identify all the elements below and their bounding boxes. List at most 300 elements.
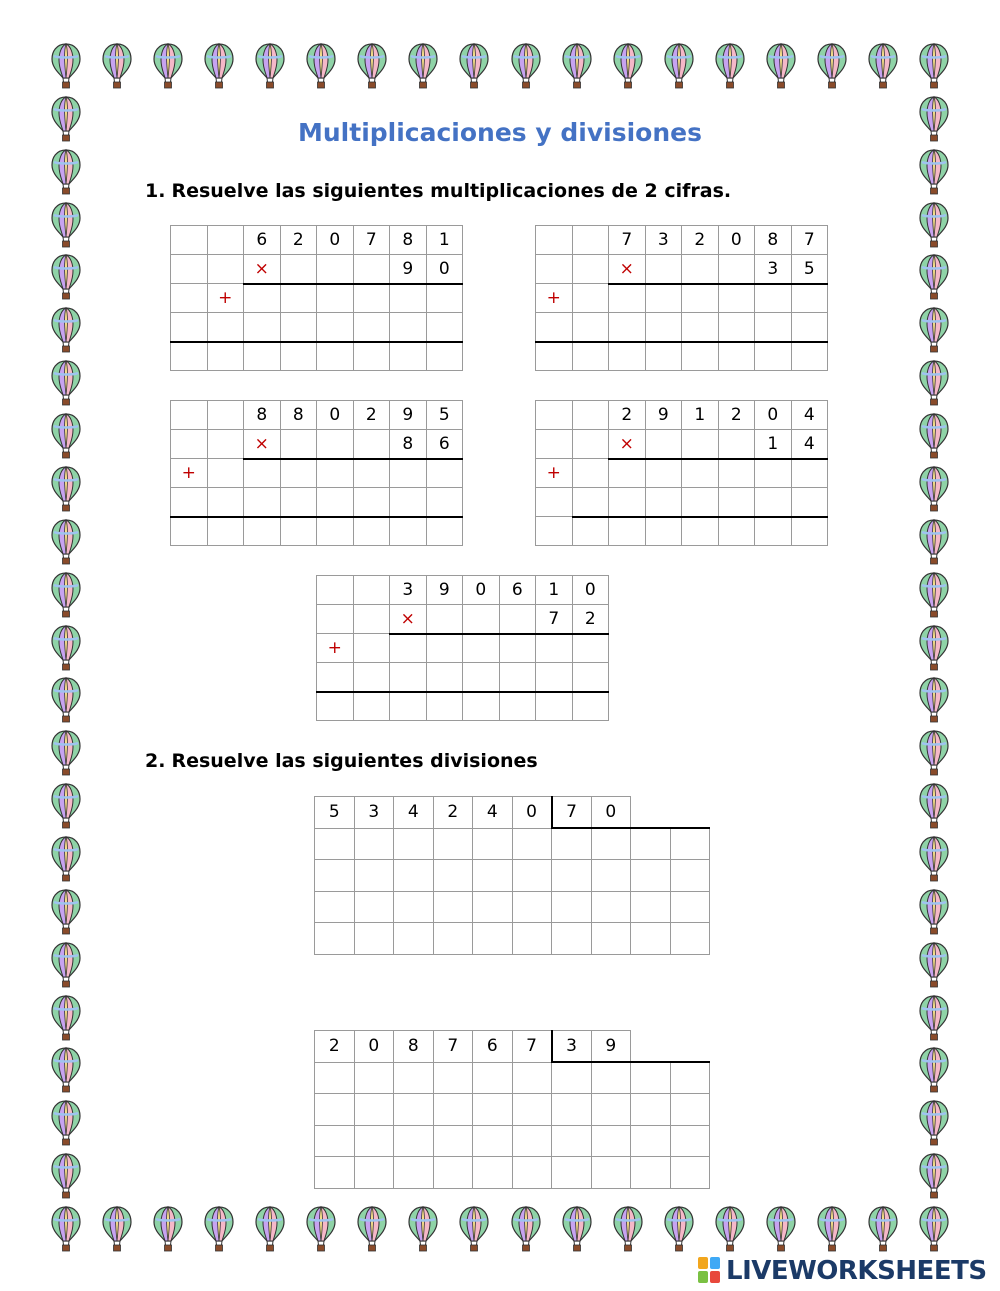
div-1-row-2: [315, 828, 710, 860]
grid-cell: [473, 828, 513, 860]
multiplicand-digit: 0: [718, 226, 755, 255]
grid-cell: [572, 342, 609, 371]
grid-cell: [791, 284, 828, 313]
hot-air-balloon-icon: [50, 359, 82, 407]
multiplicand-digit: 9: [390, 401, 427, 430]
mult-1-row-3: [171, 284, 463, 313]
grid-cell: [426, 692, 463, 721]
mult-3-row-5: [171, 517, 463, 546]
grid-cell: [572, 284, 609, 313]
grid-cell: [171, 313, 208, 342]
grid-cell: [682, 342, 719, 371]
grid-cell: [755, 313, 792, 342]
grid-cell: [390, 342, 427, 371]
multiplier-digit: 0: [426, 255, 463, 284]
times-sign: ×: [244, 255, 281, 284]
grid-cell: [390, 488, 427, 517]
grid-cell: [353, 430, 390, 459]
grid-cell: [353, 576, 390, 605]
dividend-digit: 7: [433, 1031, 473, 1063]
multiplication-grid-4: [535, 400, 828, 546]
grid-cell: [317, 342, 354, 371]
hot-air-balloon-icon: [765, 1205, 797, 1253]
multiplicand-digit: 2: [718, 401, 755, 430]
grid-cell: [317, 284, 354, 313]
grid-cell: [572, 488, 609, 517]
grid-cell: [353, 313, 390, 342]
grid-cell: [394, 860, 434, 892]
grid-cell: [670, 1062, 710, 1094]
grid-cell: [244, 488, 281, 517]
hot-air-balloon-icon: [918, 465, 950, 513]
grid-cell: [315, 1125, 355, 1157]
grid-cell: [645, 342, 682, 371]
grid-cell: [315, 1062, 355, 1094]
div-2-row-5: [315, 1157, 710, 1189]
grid-cell: [645, 517, 682, 546]
grid-cell: [536, 430, 573, 459]
section-2-number: 2.: [145, 750, 166, 772]
grid-cell: [552, 1062, 592, 1094]
multiplication-grid-1: [170, 225, 463, 371]
hot-air-balloon-icon: [50, 994, 82, 1042]
hot-air-balloon-icon: [305, 1205, 337, 1253]
times-sign: ×: [609, 430, 646, 459]
grid-cell: [631, 891, 671, 923]
hot-air-balloon-icon: [918, 994, 950, 1042]
hot-air-balloon-icon: [612, 1205, 644, 1253]
mult-2-row-5: [536, 342, 828, 371]
grid-cell: [317, 459, 354, 488]
dividend-digit: 2: [315, 1031, 355, 1063]
grid-cell: [433, 1157, 473, 1189]
mult-5-row-1: [317, 576, 609, 605]
hot-air-balloon-icon: [918, 1152, 950, 1200]
divisor-digit: 9: [591, 1031, 631, 1063]
hot-air-balloon-icon: [510, 42, 542, 90]
grid-cell: [353, 488, 390, 517]
multiplier-digit: 4: [791, 430, 828, 459]
grid-cell: [631, 923, 671, 955]
grid-cell: [473, 860, 513, 892]
hot-air-balloon-icon: [918, 624, 950, 672]
grid-cell: [645, 255, 682, 284]
mult-2-row-4: [536, 313, 828, 342]
grid-cell: [682, 488, 719, 517]
hot-air-balloon-icon: [918, 253, 950, 301]
hot-air-balloon-icon: [101, 1205, 133, 1253]
grid-cell: [512, 1125, 552, 1157]
grid-cell: [280, 459, 317, 488]
grid-cell: [394, 891, 434, 923]
section-1-heading: [145, 180, 731, 202]
grid-cell: [791, 459, 828, 488]
grid-cell: [670, 1031, 710, 1063]
grid-cell: [354, 828, 394, 860]
grid-cell: [552, 923, 592, 955]
dividend-digit: 0: [512, 797, 552, 829]
grid-cell: [353, 692, 390, 721]
grid-cell: [536, 342, 573, 371]
grid-cell: [572, 663, 609, 692]
hot-air-balloon-icon: [50, 1099, 82, 1147]
hot-air-balloon-icon: [50, 1152, 82, 1200]
grid-cell: [591, 891, 631, 923]
grid-cell: [552, 1125, 592, 1157]
times-sign: ×: [609, 255, 646, 284]
grid-cell: [317, 517, 354, 546]
grid-cell: [512, 828, 552, 860]
grid-cell: [755, 284, 792, 313]
multiplicand-digit: 9: [426, 576, 463, 605]
grid-cell: [353, 284, 390, 313]
grid-cell: [670, 1125, 710, 1157]
grid-cell: [426, 488, 463, 517]
mult-3-row-2: [171, 430, 463, 459]
hot-air-balloon-icon: [867, 1205, 899, 1253]
hot-air-balloon-icon: [458, 1205, 490, 1253]
grid-cell: [317, 430, 354, 459]
hot-air-balloon-icon: [918, 359, 950, 407]
grid-cell: [609, 459, 646, 488]
multiplier-digit: 2: [572, 605, 609, 634]
hot-air-balloon-icon: [50, 835, 82, 883]
grid-cell: [171, 284, 208, 313]
grid-cell: [244, 517, 281, 546]
plus-sign: +: [536, 284, 573, 313]
grid-cell: [670, 797, 710, 829]
grid-cell: [315, 828, 355, 860]
grid-cell: [591, 1094, 631, 1126]
grid-cell: [473, 1062, 513, 1094]
grid-cell: [354, 1062, 394, 1094]
multiplicand-digit: 3: [645, 226, 682, 255]
grid-cell: [390, 284, 427, 313]
grid-cell: [609, 517, 646, 546]
multiplicand-digit: 8: [390, 226, 427, 255]
mult-1-row-4: [171, 313, 463, 342]
grid-cell: [755, 517, 792, 546]
hot-air-balloon-icon: [50, 888, 82, 936]
grid-cell: [631, 860, 671, 892]
grid-cell: [280, 517, 317, 546]
grid-cell: [755, 459, 792, 488]
divisor-digit: 0: [591, 797, 631, 829]
hot-air-balloon-icon: [918, 782, 950, 830]
grid-cell: [353, 517, 390, 546]
hot-air-balloon-icon: [918, 888, 950, 936]
grid-cell: [473, 1157, 513, 1189]
hot-air-balloon-icon: [203, 42, 235, 90]
hot-air-balloon-icon: [918, 306, 950, 354]
multiplicand-digit: 0: [755, 401, 792, 430]
grid-cell: [791, 342, 828, 371]
grid-cell: [433, 1094, 473, 1126]
mult-3-row-4: [171, 488, 463, 517]
multiplier-digit: 8: [390, 430, 427, 459]
grid-cell: [426, 663, 463, 692]
grid-cell: [572, 313, 609, 342]
grid-cell: [670, 1157, 710, 1189]
grid-cell: [394, 1157, 434, 1189]
grid-cell: [473, 1094, 513, 1126]
multiplier-digit: 5: [791, 255, 828, 284]
grid-cell: [426, 459, 463, 488]
dividend-digit: 6: [473, 1031, 513, 1063]
grid-cell: [645, 430, 682, 459]
grid-cell: [433, 923, 473, 955]
grid-cell: [572, 430, 609, 459]
grid-cell: [512, 1157, 552, 1189]
grid-cell: [718, 517, 755, 546]
section-2-heading: [145, 750, 538, 772]
grid-cell: [499, 605, 536, 634]
multiplication-grid-5: [316, 575, 609, 721]
multiplier-digit: 3: [755, 255, 792, 284]
grid-cell: [609, 488, 646, 517]
grid-cell: [244, 284, 281, 313]
divisor-digit: 7: [552, 797, 592, 829]
section-1-text: Resuelve las siguientes multiplicaciones de 2 cifras.: [171, 180, 732, 202]
grid-cell: [718, 284, 755, 313]
grid-cell: [499, 634, 536, 663]
grid-cell: [463, 692, 500, 721]
grid-cell: [244, 313, 281, 342]
grid-cell: [317, 692, 354, 721]
hot-air-balloon-icon: [918, 148, 950, 196]
times-sign: ×: [244, 430, 281, 459]
grid-cell: [631, 1031, 671, 1063]
hot-air-balloon-icon: [50, 729, 82, 777]
hot-air-balloon-icon: [561, 42, 593, 90]
grid-cell: [631, 1094, 671, 1126]
grid-cell: [171, 226, 208, 255]
grid-cell: [280, 313, 317, 342]
grid-cell: [512, 860, 552, 892]
grid-cell: [463, 634, 500, 663]
grid-cell: [354, 891, 394, 923]
grid-cell: [207, 459, 244, 488]
hot-air-balloon-icon: [50, 412, 82, 460]
div-1-row-3: [315, 860, 710, 892]
grid-cell: [499, 692, 536, 721]
grid-cell: [718, 430, 755, 459]
multiplicand-digit: 9: [645, 401, 682, 430]
hot-air-balloon-icon: [407, 1205, 439, 1253]
grid-cell: [171, 517, 208, 546]
grid-cell: [433, 891, 473, 923]
grid-cell: [207, 517, 244, 546]
grid-cell: [645, 459, 682, 488]
multiplicand-digit: 5: [426, 401, 463, 430]
grid-cell: [394, 828, 434, 860]
multiplicand-digit: 8: [280, 401, 317, 430]
grid-cell: [433, 1062, 473, 1094]
grid-cell: [631, 1125, 671, 1157]
hot-air-balloon-icon: [50, 253, 82, 301]
hot-air-balloon-icon: [50, 465, 82, 513]
multiplicand-digit: 2: [280, 226, 317, 255]
section-2-text: Resuelve las siguientes divisiones: [171, 750, 538, 772]
grid-cell: [244, 459, 281, 488]
grid-cell: [354, 1125, 394, 1157]
hot-air-balloon-icon: [50, 941, 82, 989]
grid-cell: [353, 342, 390, 371]
multiplicand-digit: 7: [353, 226, 390, 255]
plus-sign: +: [317, 634, 354, 663]
hot-air-balloon-icon: [254, 42, 286, 90]
grid-cell: [354, 1094, 394, 1126]
grid-cell: [394, 1125, 434, 1157]
grid-cell: [394, 1094, 434, 1126]
hot-air-balloon-icon: [50, 42, 82, 90]
grid-cell: [280, 342, 317, 371]
hot-air-balloon-icon: [816, 42, 848, 90]
mult-2-row-1: [536, 226, 828, 255]
grid-cell: [591, 860, 631, 892]
grid-cell: [315, 923, 355, 955]
mult-5-row-2: [317, 605, 609, 634]
grid-cell: [718, 255, 755, 284]
grid-cell: [536, 692, 573, 721]
multiplicand-digit: 4: [791, 401, 828, 430]
grid-cell: [390, 692, 427, 721]
div-1-row-4: [315, 891, 710, 923]
multiplier-digit: 6: [426, 430, 463, 459]
grid-cell: [552, 1094, 592, 1126]
multiplicand-digit: 7: [791, 226, 828, 255]
hot-air-balloon-icon: [50, 782, 82, 830]
hot-air-balloon-icon: [50, 624, 82, 672]
grid-cell: [207, 430, 244, 459]
grid-cell: [631, 797, 671, 829]
grid-cell: [536, 634, 573, 663]
grid-cell: [682, 284, 719, 313]
plus-sign: +: [207, 284, 244, 313]
grid-cell: [682, 430, 719, 459]
grid-cell: [317, 255, 354, 284]
division-grid-1: [314, 796, 710, 955]
grid-cell: [244, 342, 281, 371]
grid-cell: [317, 313, 354, 342]
multiplicand-digit: 2: [682, 226, 719, 255]
grid-cell: [280, 488, 317, 517]
grid-cell: [670, 1094, 710, 1126]
grid-cell: [317, 576, 354, 605]
hot-air-balloon-icon: [714, 1205, 746, 1253]
multiplication-grid-2: [535, 225, 828, 371]
grid-cell: [755, 342, 792, 371]
hot-air-balloon-icon: [918, 42, 950, 90]
grid-cell: [390, 634, 427, 663]
grid-cell: [670, 923, 710, 955]
multiplicand-digit: 1: [426, 226, 463, 255]
multiplicand-digit: 0: [572, 576, 609, 605]
mult-4-row-2: [536, 430, 828, 459]
hot-air-balloon-icon: [663, 42, 695, 90]
page-title: Multiplicaciones y divisiones: [298, 118, 702, 147]
hot-air-balloon-icon: [918, 676, 950, 724]
brand-name: LIVEWORKSHEETS: [726, 1256, 987, 1286]
hot-air-balloon-icon: [918, 729, 950, 777]
grid-cell: [670, 828, 710, 860]
hot-air-balloon-icon: [152, 42, 184, 90]
liveworksheets-logo-icon: [698, 1257, 722, 1285]
grid-cell: [433, 860, 473, 892]
multiplicand-digit: 1: [682, 401, 719, 430]
hot-air-balloon-icon: [918, 1205, 950, 1253]
grid-cell: [512, 1062, 552, 1094]
hot-air-balloon-icon: [50, 518, 82, 566]
dividend-digit: 5: [315, 797, 355, 829]
dividend-digit: 8: [394, 1031, 434, 1063]
grid-cell: [552, 1157, 592, 1189]
grid-cell: [645, 284, 682, 313]
multiplicand-digit: 7: [609, 226, 646, 255]
grid-cell: [207, 488, 244, 517]
grid-cell: [280, 284, 317, 313]
mult-5-row-5: [317, 692, 609, 721]
grid-cell: [572, 634, 609, 663]
grid-cell: [394, 923, 434, 955]
grid-cell: [207, 226, 244, 255]
mult-4-row-3: [536, 459, 828, 488]
grid-cell: [317, 488, 354, 517]
grid-cell: [207, 401, 244, 430]
mult-4-row-5: [536, 517, 828, 546]
grid-cell: [718, 459, 755, 488]
mult-5-row-4: [317, 663, 609, 692]
grid-cell: [718, 342, 755, 371]
grid-cell: [353, 605, 390, 634]
hot-air-balloon-icon: [203, 1205, 235, 1253]
grid-cell: [645, 488, 682, 517]
grid-cell: [390, 517, 427, 546]
mult-3-row-1: [171, 401, 463, 430]
dividend-digit: 2: [433, 797, 473, 829]
hot-air-balloon-icon: [663, 1205, 695, 1253]
grid-cell: [426, 634, 463, 663]
hot-air-balloon-icon: [50, 1046, 82, 1094]
hot-air-balloon-icon: [918, 412, 950, 460]
grid-cell: [315, 1094, 355, 1126]
grid-cell: [591, 828, 631, 860]
hot-air-balloon-icon: [918, 941, 950, 989]
hot-air-balloon-icon: [612, 42, 644, 90]
grid-cell: [473, 891, 513, 923]
grid-cell: [755, 488, 792, 517]
multiplicand-digit: 2: [609, 401, 646, 430]
grid-cell: [791, 313, 828, 342]
hot-air-balloon-icon: [152, 1205, 184, 1253]
hot-air-balloon-icon: [50, 201, 82, 249]
grid-cell: [426, 313, 463, 342]
multiplicand-digit: 1: [536, 576, 573, 605]
multiplicand-digit: 0: [317, 401, 354, 430]
grid-cell: [315, 891, 355, 923]
grid-cell: [670, 891, 710, 923]
grid-cell: [631, 1157, 671, 1189]
div-2-row-2: [315, 1062, 710, 1094]
grid-cell: [552, 828, 592, 860]
hot-air-balloon-icon: [356, 42, 388, 90]
grid-cell: [572, 517, 609, 546]
dividend-digit: 4: [473, 797, 513, 829]
grid-cell: [353, 459, 390, 488]
hot-air-balloon-icon: [918, 518, 950, 566]
grid-cell: [426, 517, 463, 546]
grid-cell: [718, 488, 755, 517]
